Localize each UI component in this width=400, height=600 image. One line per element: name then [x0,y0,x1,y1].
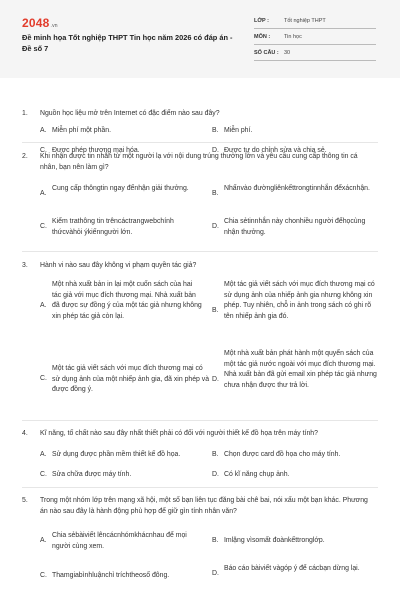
meta-key-count: SỐ CÂU : [254,50,279,56]
option-key: D. [212,471,219,478]
meta-key-subject: MÔN : [254,34,271,40]
option-text: Imlặng vìsomất đoànkếttronglớp. [224,537,325,544]
option-text: Chọn được card đồ họa cho máy tính. [224,451,341,458]
option-key: C. [40,375,47,382]
option-d[interactable] [212,217,377,239]
option-key: A. [40,302,47,309]
option-key: B. [212,537,219,544]
option-key: C. [40,147,47,154]
option-text: Sửa chữa được máy tính. [52,471,132,478]
meta-value-class: Tốt nghiệp THPT [284,18,326,24]
option-text: Chia sẻbàiviết lêncácnhómkhácnhau để mọi người cùng xem. [52,532,187,550]
option-key: A. [40,190,47,197]
meta-row-count [254,46,376,61]
option-text: Có kĩ năng chụp ảnh. [224,471,290,478]
question-divider [22,487,378,488]
option-key: A. [40,537,47,544]
option-text: Nhấnvào đườngliênkếttrongtinnhắn đểxácnhận. [224,185,370,192]
option-text: Được phép thương mại hóa. [52,147,140,154]
option-key: B. [212,451,219,458]
meta-row-subject [254,30,376,45]
option-key: C. [40,223,47,230]
question-text: Khi nhận được tin nhắn từ một người lạ với nội dung trúng thưởng lớn và yêu cầu cung cấp thông tin cá nhân, bạn nên làm gì? [40,153,358,171]
option-key: A. [40,451,47,458]
question-divider [22,251,378,252]
question-stem [22,496,372,517]
option-d[interactable] [212,349,377,413]
option-b[interactable] [212,126,372,137]
option-b[interactable] [212,184,377,206]
question-3 [22,261,378,419]
option-text: Miễn phí một phần. [52,127,111,134]
option-text: Một tác giả viết sách với mục đích thương mại có sử dụng ảnh của nhiếp ảnh gia nhưng không xin phép. Tuy nhiên, chỗ in ảnh trong sách có ghi rõ tên nhiếp ảnh gia đó. [224,281,375,320]
question-divider [22,420,378,421]
logo-tld: .vn [50,23,58,29]
option-c[interactable] [40,571,205,582]
question-stem [22,429,378,440]
question-5 [22,496,378,596]
option-key: A. [40,127,47,134]
option-text: Báo cáo bàiviết vàgóp ý để cácbạn dừng lại. [224,565,360,572]
question-number: 3. [22,262,28,269]
option-b[interactable] [212,280,377,344]
option-key: D. [212,376,219,383]
option-text: Kiểm trathông tin trêncáctrangwebchính thứcvàhỏi ýkiếnngười lớn. [52,218,174,236]
option-a[interactable] [40,184,205,206]
site-logo[interactable] [22,16,58,30]
option-text: Sử dụng được phần mềm thiết kế đồ họa. [52,451,181,458]
question-4 [22,429,378,483]
question-text: Kĩ năng, tố chất nào sau đây nhất thiết phải có đối với người thiết kế đồ họa trên máy tính? [40,430,318,437]
option-text: Một nhà xuất bản phát hành một quyển sách của một tác giả nước ngoài với mục đích thương mại. Nhà xuất bản đã gửi email xin phép tác giả nhưng chưa nhận được thư trả lời. [224,350,377,389]
option-c[interactable] [40,364,212,396]
question-number: 1. [22,110,28,117]
exam-meta [254,14,376,62]
meta-value-count: 30 [284,50,291,56]
option-a[interactable] [40,450,210,461]
option-text: Một tác giả viết sách với mục đích thương mại có sử dụng ảnh của một nhiếp ảnh gia, đã xin phép và được đồng ý. [52,365,210,393]
option-key: D. [212,570,219,577]
option-a[interactable] [40,531,205,553]
option-key: D. [212,147,219,154]
question-text: Trong một nhóm lớp trên mạng xã hội, một số bạn liên tục đăng bài chê bai, nói xấu một bạn khác. Phương án nào sau đây là hành động phù hợp để giữ gìn tính nhân văn? [40,497,368,515]
option-key: B. [212,307,219,314]
option-b[interactable] [212,450,377,461]
logo-text: 2048 [22,16,50,30]
exam-header [0,0,400,78]
option-text: Được tự do chỉnh sửa và chia sẻ. [224,147,327,154]
exam-title: Đề minh họa Tốt nghiệp THPT Tin học năm 2026 có đáp án - Đề số 7 [22,33,233,53]
option-key: C. [40,471,47,478]
meta-key-class: LỚP : [254,18,269,24]
question-number: 5. [22,497,28,504]
question-stem [22,109,378,120]
option-text: Cung cấp thôngtin ngay đểnhận giải thưởng. [52,185,189,192]
option-text: Thamgiabìnhluậnchỉ tríchtheosố đông. [52,572,170,579]
question-stem [22,261,378,272]
option-key: D. [212,223,219,230]
question-number: 2. [22,153,28,160]
question-text: Nguồn học liệu mở trên Internet có đặc điểm nào sau đây? [40,110,220,117]
meta-value-subject: Tin học [284,34,302,40]
option-d[interactable] [212,564,377,586]
question-text: Hành vi nào sau đây không vi phạm quyền tác giả? [40,262,197,269]
meta-row-class [254,14,376,29]
option-key: B. [212,190,219,197]
option-c[interactable] [40,217,205,239]
question-number: 4. [22,430,28,437]
question-2 [22,152,378,248]
option-b[interactable] [212,536,377,547]
option-text: Miễn phí. [224,127,253,134]
option-a[interactable] [40,280,212,333]
option-key: C. [40,572,47,579]
question-divider [22,142,378,143]
option-d[interactable] [212,470,377,481]
option-key: B. [212,127,219,134]
option-c[interactable] [40,470,210,481]
question-stem [22,152,372,173]
option-text: Một nhà xuất bản in lại một cuốn sách của hai tác giả với mục đích thương mại. Nhà xuất bản đã được sự đồng ý của một tác giả nhưng không xin phép tác giả còn lại. [52,281,202,320]
option-a[interactable] [40,126,200,137]
option-text: Chia sẻtinnhắn này chonhiều người đểhọcùng nhận thưởng. [224,218,366,236]
